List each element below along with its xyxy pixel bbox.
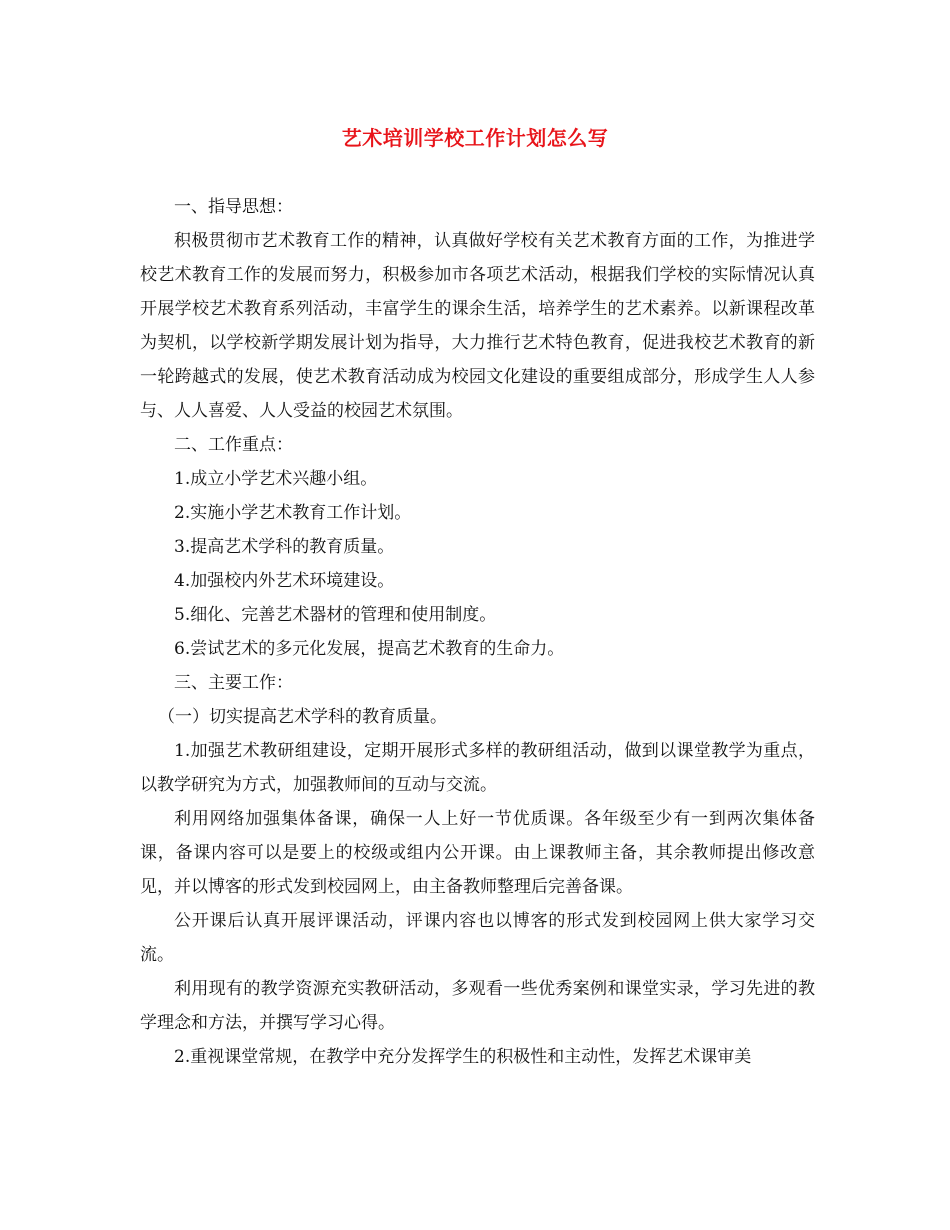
list-item: 3.提高艺术学科的教育质量。 (174, 537, 395, 557)
paragraph-main-work-heading: 三、主要工作： (174, 673, 293, 693)
paragraph-text: 公开课后认真开展评课活动，评课内容也以博客的形式发到校园网上供大家学习交流。 (140, 911, 815, 965)
paragraph-subheading: （一）切实提高艺术学科的教育质量。 (158, 707, 447, 727)
paragraph-text: 利用网络加强集体备课，确保一人上好一节优质课。各年级至少有一到两次集体备课，备课内容可以是要上的校级或组内公开课。由上课教师主备，其余教师提出修改意见，并以博客的形式发到校园网上，由主备教师整理后完善备课。 (140, 809, 815, 897)
paragraph-text: 利用现有的教学资源充实教研活动，多观看一些优秀案例和课堂实录，学习先进的教学理念和方法，并撰写学习心得。 (140, 979, 815, 1033)
paragraph-guiding-heading: 一、指导思想： (174, 197, 293, 217)
paragraph-text: 1.加强艺术教研组建设，定期开展形式多样的教研组活动，做到以课堂教学为重点，以教学研究为方式，加强教师间的互动与交流。 (140, 741, 815, 795)
paragraph-text: 2.重视课堂常规，在教学中充分发挥学生的积极性和主动性，发挥艺术课审美 (174, 1047, 752, 1067)
list-item: 2.实施小学艺术教育工作计划。 (174, 503, 412, 523)
document-body (140, 190, 815, 1074)
paragraph-guiding-text: 积极贯彻市艺术教育工作的精神，认真做好学校有关艺术教育方面的工作，为推进学校艺术教育工作的发展而努力，积极参加市各项艺术活动，根据我们学校的实际情况认真开展学校艺术教育系列活动，丰富学生的课余生活，培养学生的艺术素养。以新课程改革为契机，以学校新学期发展计划为指导，大力推行艺术特色教育，促进我校艺术教育的新一轮跨越式的发展，使艺术教育活动成为校园文化建设的重要组成部分，形成学生人人参与、人人喜爱、人人受益的校园艺术氛围。 (140, 231, 815, 421)
list-item: 1.成立小学艺术兴趣小组。 (174, 469, 378, 489)
list-item: 6.尝试艺术的多元化发展，提高艺术教育的生命力。 (174, 639, 565, 659)
document-title: 艺术培训学校工作计划怎么写 (341, 126, 609, 150)
list-item: 4.加强校内外艺术环境建设。 (174, 571, 395, 591)
paragraph-focus-heading: 二、工作重点： (174, 435, 293, 455)
list-item: 5.细化、完善艺术器材的管理和使用制度。 (174, 605, 497, 625)
